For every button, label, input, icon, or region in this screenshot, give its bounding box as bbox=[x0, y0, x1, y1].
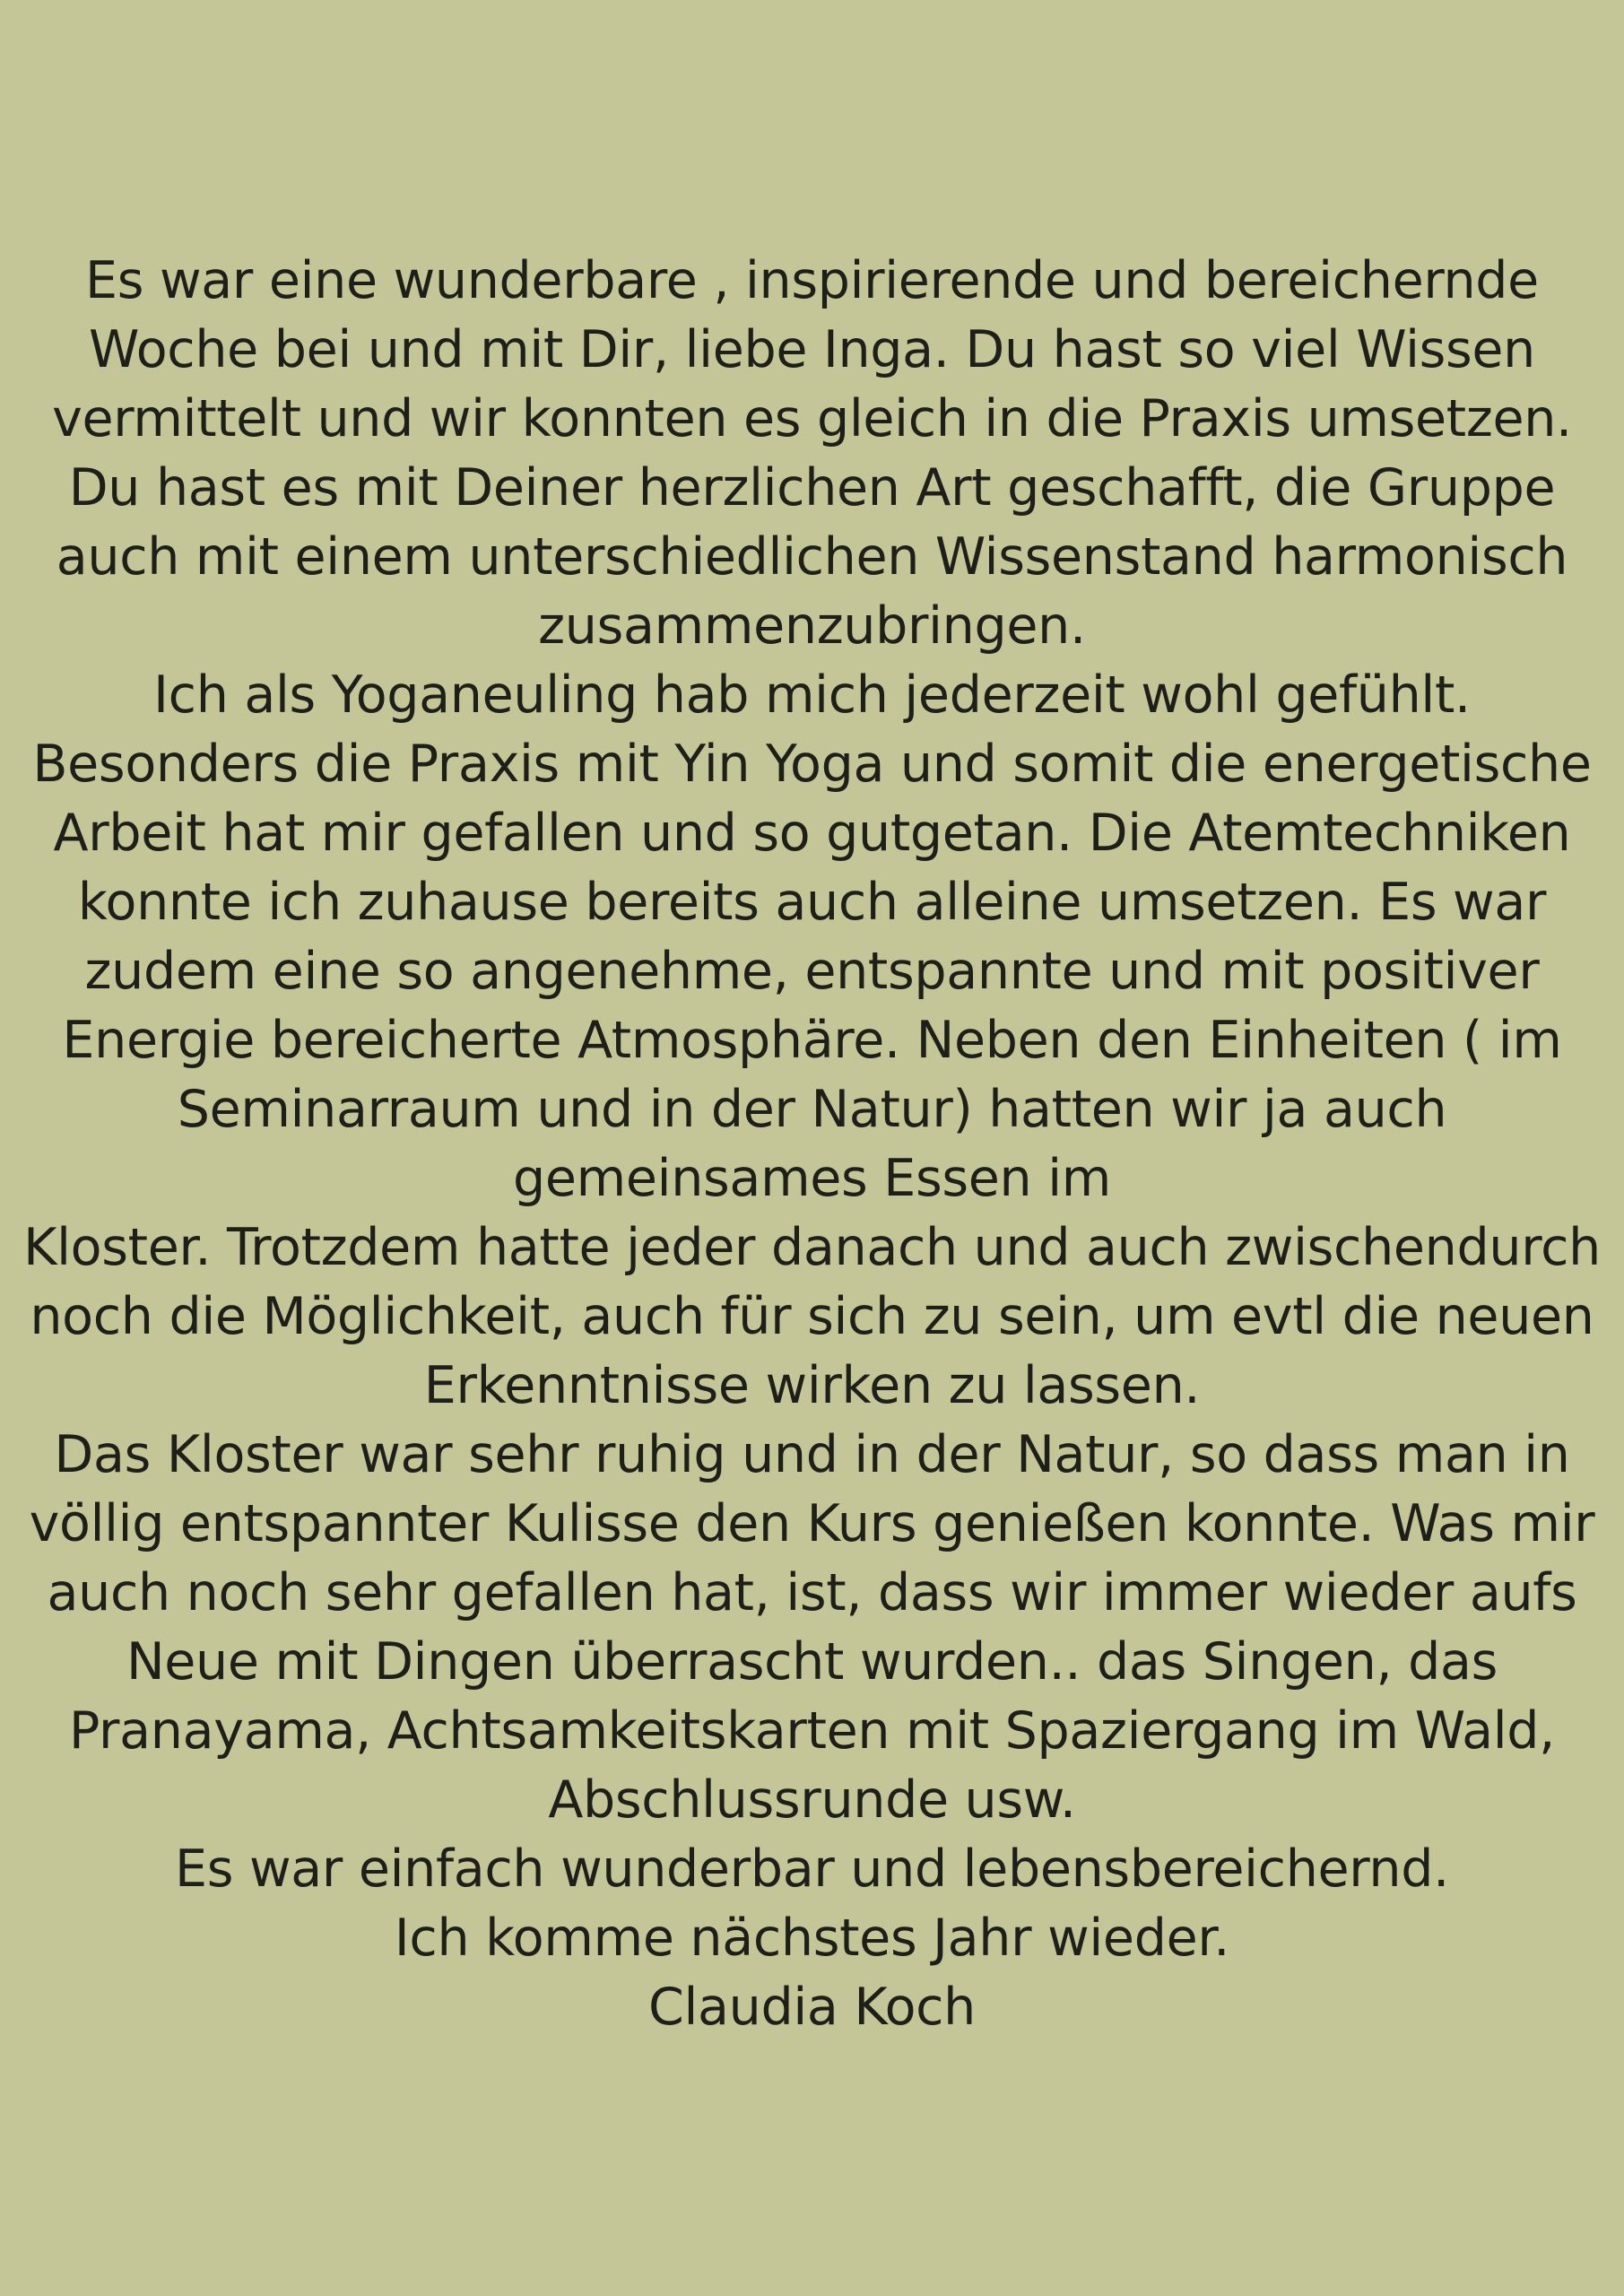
testimonial-line: auch noch sehr gefallen hat, ist, dass wir immer wieder aufs bbox=[47, 1563, 1577, 1622]
testimonial-line: Erkenntnisse wirken zu lassen. bbox=[423, 1356, 1201, 1415]
testimonial-line: Kloster. Trotzdem hatte jeder danach und auch zwischendurch bbox=[23, 1218, 1601, 1277]
testimonial-line: völlig entspannter Kulisse den Kurs genießen konnte. Was mir bbox=[29, 1494, 1595, 1553]
testimonial-line: noch die Möglichkeit, auch für sich zu sein, um evtl die neuen bbox=[30, 1287, 1594, 1346]
testimonial-line: Energie bereicherte Atmosphäre. Neben den Einheiten ( im bbox=[62, 1011, 1562, 1070]
testimonial-line: Neue mit Dingen überrascht wurden.. das Singen, das bbox=[126, 1632, 1498, 1692]
testimonial-line: Du hast es mit Deiner herzlichen Art geschafft, die Gruppe bbox=[68, 458, 1556, 517]
testimonial-text bbox=[0, 247, 1624, 2042]
testimonial-line: Abschlussrunde usw. bbox=[548, 1770, 1076, 1830]
testimonial-line: Das Kloster war sehr ruhig und in der Natur, so dass man in bbox=[54, 1425, 1570, 1484]
testimonial-line: Pranayama, Achtsamkeitskarten mit Spaziergang im Wald, bbox=[68, 1701, 1556, 1761]
testimonial-line: Ich komme nächstes Jahr wieder. bbox=[394, 1909, 1230, 1968]
testimonial-line: Es war eine wunderbare , inspirierende und bereichernde bbox=[85, 251, 1539, 310]
testimonial-line: zudem eine so angenehme, entspannte und mit positiver bbox=[84, 942, 1540, 1001]
testimonial-line: Es war einfach wunderbar und lebensbereichernd. bbox=[175, 1839, 1449, 1899]
testimonial-line: gemeinsames Essen im bbox=[513, 1149, 1111, 1208]
testimonial-author: Claudia Koch bbox=[647, 1978, 977, 2037]
testimonial-line: Arbeit hat mir gefallen und so gutgetan. Die Atemtechniken bbox=[53, 804, 1571, 863]
testimonial-line: Seminarraum und in der Natur) hatten wir ja auch bbox=[177, 1080, 1447, 1139]
testimonial-line: Besonders die Praxis mit Yin Yoga und somit die energetische bbox=[32, 735, 1592, 794]
testimonial-line: zusammenzubringen. bbox=[538, 596, 1086, 656]
testimonial-line: Woche bei und mit Dir, liebe Inga. Du hast so viel Wissen bbox=[89, 320, 1535, 379]
testimonial-line: vermittelt und wir konnten es gleich in die Praxis umsetzen. bbox=[52, 389, 1572, 448]
testimonial-line: auch mit einem unterschiedlichen Wissenstand harmonisch bbox=[56, 527, 1568, 587]
testimonial-line: konnte ich zuhause bereits auch alleine umsetzen. Es war bbox=[77, 873, 1547, 932]
testimonial-line: Ich als Yoganeuling hab mich jederzeit wohl gefühlt. bbox=[153, 665, 1471, 725]
